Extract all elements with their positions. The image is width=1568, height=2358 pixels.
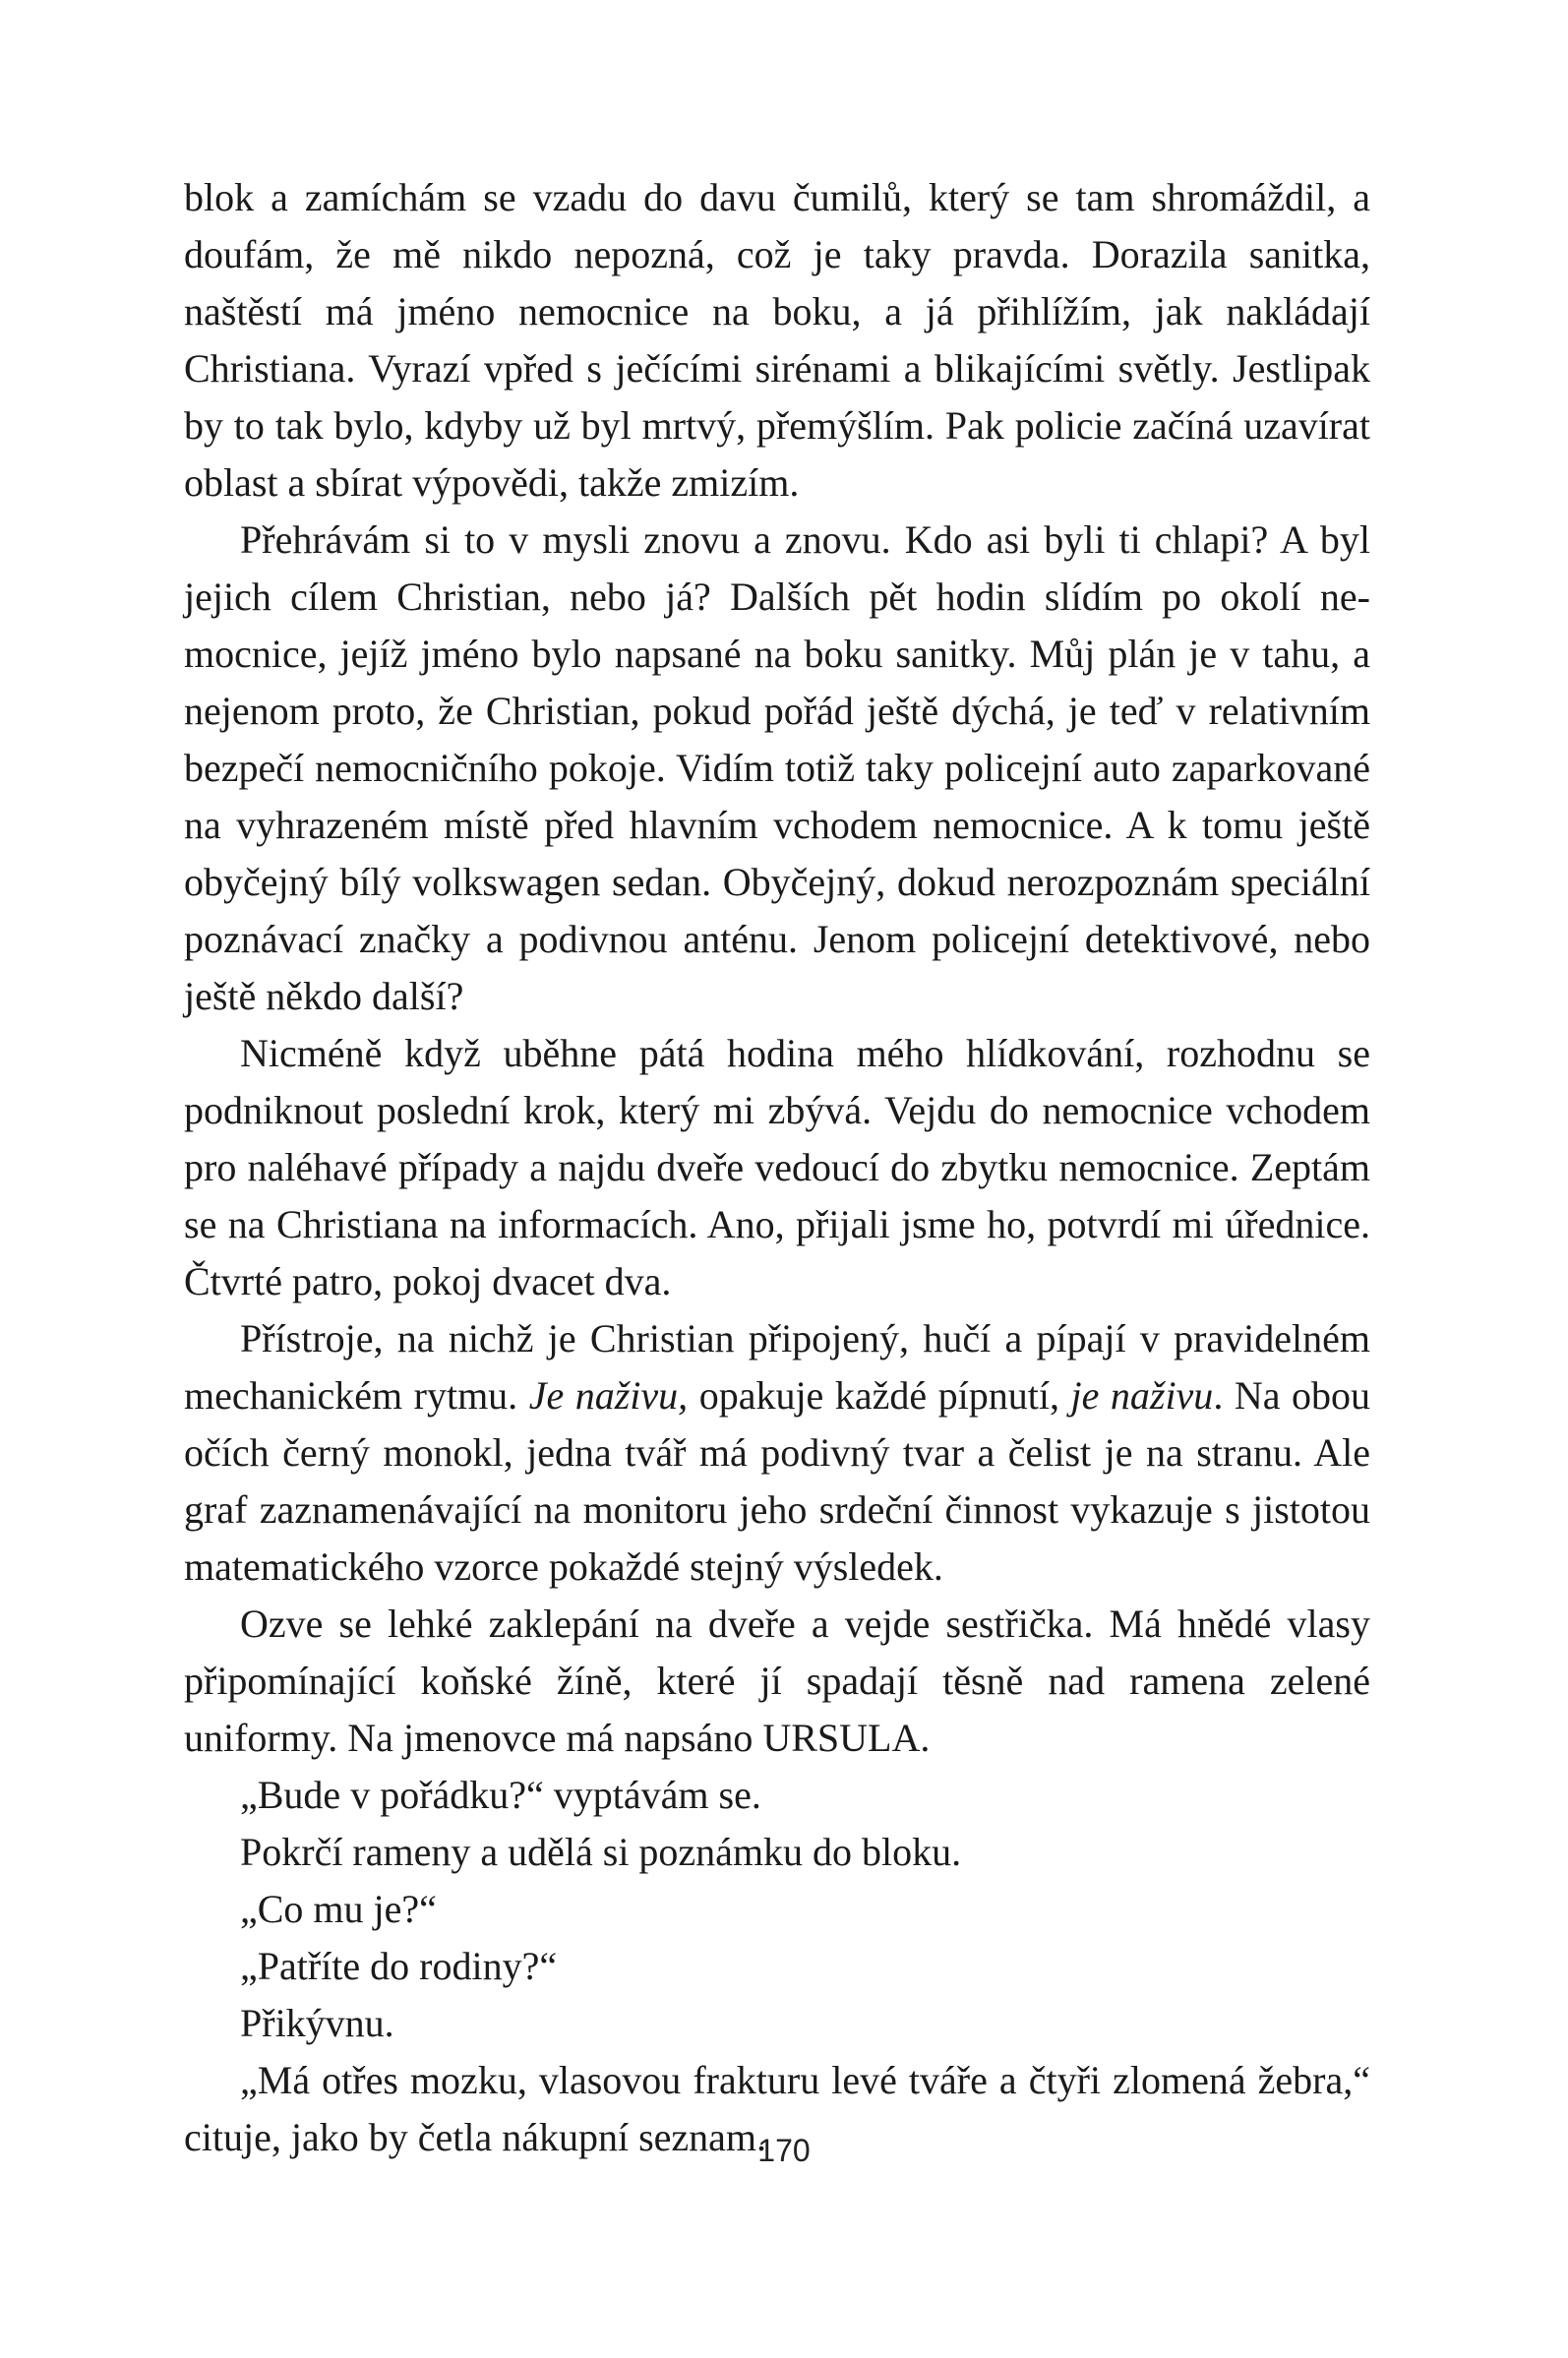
paragraph: Nicméně když uběhne pátá hodina mého hlídkování, rozhodnu se podniknout poslední krok, který mi zbývá. Vejdu do nemocnice vchodem pro naléhavé případy a najdu dveře vedoucí do zbytku nemocnice. Zeptám se na Christiana na informacích. Ano, přijali jsme ho, potvrdí mi úřednice. Čtvrté patro, pokoj dvacet dva. [184, 1031, 1370, 1303]
paragraph-text-segment: Přístroje, na nichž je Christian připojený, hučí a pípají v pravidelném mechanickém rytmu. [184, 1316, 1370, 1418]
dialog-line: Pokrčí rameny a udělá si poznámku do bloku. [240, 1830, 962, 1874]
italic-phrase: je naživu [1070, 1373, 1214, 1418]
dialog-line: „Bude v pořádku?“ vyptávám se. [240, 1773, 761, 1817]
paragraph-with-italics [184, 1310, 1370, 1596]
dialog-line: Přikývnu. [240, 2001, 394, 2045]
paragraph-text-segment: opakuje každé pípnutí, [688, 1373, 1071, 1418]
italic-phrase: Je naživu, [528, 1373, 689, 1418]
dialog-line: „Co mu je?“ [240, 1887, 437, 1931]
book-page [184, 169, 1370, 2166]
paragraph-text-segment: . Na obou očích černý monokl, jedna tvář má podivný tvar a čelist je na stranu. Ale graf zaznamenávající na monitoru jeho srdeční činnost vykazuje s jistotou matematického vzorce pokaždé stejný výsledek. [184, 1373, 1370, 1589]
body-text [184, 169, 1370, 2166]
paragraph: Ozve se lehké zaklepání na dveře a vejde sestřička. Má hnědé vlasy připomínající koňské žíně, které jí spadají těsně nad ramena zelené uniformy. Na jmenovce má napsáno URSULA. [184, 1602, 1370, 1760]
paragraph: Přehrávám si to v mysli znovu a znovu. Kdo asi byli ti chlapi? A byl jejich cílem Christian, nebo já? Dalších pět hodin slídím po okolí nemocnice, jejíž jméno bylo napsané na boku sanitky. Můj plán je v tahu, a nejenom proto, že Christian, pokud pořád ještě dýchá, je teď v relativním bezpečí nemocničního pokoje. Vidím totiž taky policejní auto zaparkované na vyhrazeném místě před hlavním vchodem nemocnice. A k tomu ještě obyčejný bílý volkswagen sedan. Obyčejný, dokud nerozpoznám speciální poznávací značky a podivnou anténu. Jenom policejní detektivové, nebo ještě někdo další? [184, 517, 1370, 1018]
dialog-line: „Patříte do rodiny?“ [240, 1944, 558, 1988]
paragraph-continuation: blok a zamíchám se vzadu do davu čumilů, který se tam shromáždil, a doufám, že mě nikdo nepozná, což je taky pravda. Dorazila sanitka, naštěstí má jméno nemocnice na boku, a já přihlížím, jak nakládají Christiana. Vyrazí vpřed s ječícími sirénami a blikajícími světly. Jestlipak by to tak bylo, kdyby už byl mrtvý, přemýšlím. Pak policie začíná uzavírat oblast a sbírat výpovědi, takže zmizím. [184, 175, 1370, 505]
page-number: 170 [757, 2133, 811, 2168]
paragraph: „Má otřes mozku, vlasovou frakturu levé tváře a čtyři zlomená žebra,“ cituje, jako by četla nákupní seznam. [184, 2058, 1370, 2159]
